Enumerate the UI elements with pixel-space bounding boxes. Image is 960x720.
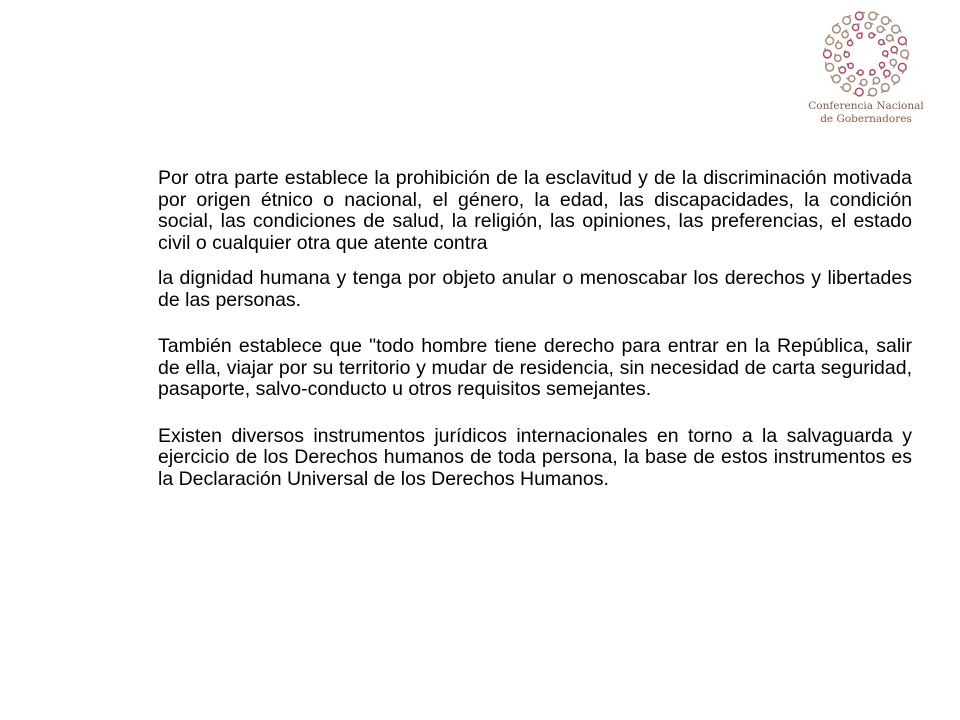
emblem-dot bbox=[901, 50, 909, 60]
emblem-dot bbox=[847, 63, 853, 68]
emblem-dot bbox=[835, 54, 841, 61]
emblem-dot bbox=[890, 59, 896, 67]
emblem-dot bbox=[844, 51, 849, 57]
emblem-dot bbox=[869, 70, 875, 75]
emblem-dot bbox=[867, 88, 876, 96]
emblem-dot bbox=[842, 30, 848, 38]
emblem-dot bbox=[879, 62, 884, 69]
emblem-dot bbox=[881, 84, 889, 93]
paragraph-transit: También establece que "todo hombre tiene derecho para entrar en la República, salir de ella, viajar por su territorio y mudar de residencia, sin necesidad de carta seguridad, pasaporte, salvo-conducto u otros requisitos semejantes. bbox=[158, 335, 912, 400]
document-body bbox=[158, 168, 912, 490]
logo-text-line1: Conferencia Nacional bbox=[808, 100, 924, 112]
emblem-dot bbox=[886, 35, 893, 41]
emblem-dot bbox=[841, 84, 851, 92]
emblem-dot bbox=[898, 37, 906, 46]
emblem-dot bbox=[853, 88, 863, 96]
emblem-dot bbox=[833, 23, 841, 33]
conferencia-logo bbox=[806, 4, 926, 134]
paragraph-dignity: la dignidad humana y tenga por objeto anular o menoscabar los derechos y libertades de las personas. bbox=[158, 267, 912, 311]
emblem-dot bbox=[823, 48, 831, 58]
logo-text bbox=[806, 100, 926, 126]
emblem-dot bbox=[891, 47, 897, 54]
emblem-dot bbox=[892, 25, 901, 33]
emblem-dot bbox=[883, 51, 888, 57]
emblem-dot bbox=[869, 33, 876, 38]
emblem-dot bbox=[892, 75, 900, 85]
logo-text-line2: de Gobernadores bbox=[820, 113, 912, 125]
emblem-dot bbox=[869, 12, 879, 20]
emblem-dot bbox=[881, 17, 891, 25]
emblem-dot bbox=[865, 22, 873, 28]
paragraph-discrimination: Por otra parte establece la prohibición de la esclavitud y de la discriminación motivada por origen étnico o nacional, el género, la edad, las discapacidades, la condición social, las condiciones de salud, la religión, las opiniones, las preferencias, el estado civil o cualquier otra que atente contra bbox=[158, 167, 912, 254]
emblem-dot bbox=[898, 63, 906, 73]
emblem-dot bbox=[852, 24, 859, 31]
logo-emblem bbox=[820, 8, 912, 100]
emblem-dot bbox=[826, 35, 834, 45]
emblem-dot bbox=[855, 12, 864, 20]
emblem-dot bbox=[847, 76, 855, 82]
emblem-dot bbox=[859, 79, 867, 85]
emblem-dot bbox=[879, 40, 885, 45]
emblem-dot bbox=[856, 70, 863, 75]
emblem-dot bbox=[838, 67, 845, 73]
paragraph-instruments: Existen diversos instrumentos jurídicos internacionales en torno a la salvaguarda y ejercicio de los Derechos humanos de toda persona, la base de estos instrumentos es la Declaración Universal de los Derechos Humanos. bbox=[158, 424, 912, 490]
emblem-dot bbox=[836, 41, 842, 49]
emblem-dot bbox=[857, 33, 863, 38]
emblem-dot bbox=[873, 77, 880, 84]
emblem-dot bbox=[877, 26, 885, 32]
emblem-dot bbox=[831, 75, 840, 83]
emblem-dot bbox=[843, 16, 851, 25]
emblem-dot bbox=[884, 70, 890, 78]
emblem-dot bbox=[847, 39, 852, 46]
emblem-dot bbox=[826, 63, 834, 72]
